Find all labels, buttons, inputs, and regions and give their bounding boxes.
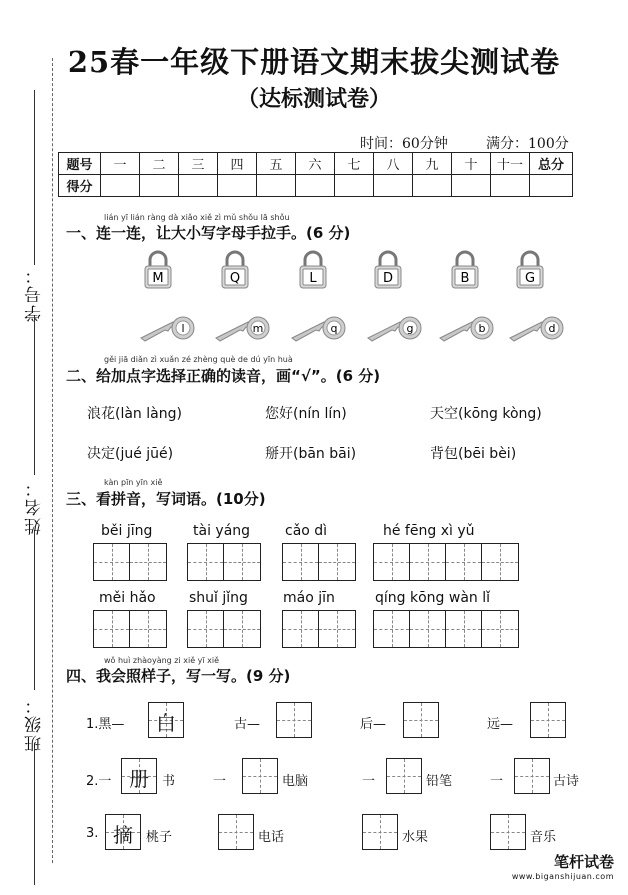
table-header-cell: 五 bbox=[257, 153, 296, 175]
key-icon[interactable] bbox=[364, 316, 426, 342]
lock-letter: M bbox=[152, 271, 164, 286]
table-header-cell: 一 bbox=[101, 153, 140, 175]
word-pinyin: hé fēng xì yǔ bbox=[383, 523, 475, 539]
key-letter: d bbox=[548, 322, 556, 335]
table-header-cell: 八 bbox=[374, 153, 413, 175]
writing-cell[interactable] bbox=[446, 544, 482, 580]
writing-cell[interactable] bbox=[374, 544, 410, 580]
example-lead: 1.黑— bbox=[86, 717, 125, 732]
score-cell[interactable] bbox=[452, 175, 491, 197]
table-header-cell: 九 bbox=[413, 153, 452, 175]
word-pinyin: máo jīn bbox=[283, 590, 335, 606]
verb-object-noun: 水果 bbox=[402, 830, 429, 845]
reading-choice-item[interactable]: 掰开(bān bāi) bbox=[265, 446, 357, 462]
table-header-cell: 二 bbox=[140, 153, 179, 175]
section4-pinyin: wǒ huì zhàoyàng zi xiě yī xiě bbox=[104, 656, 220, 665]
key-letter: q bbox=[330, 322, 338, 335]
table-header-cell: 三 bbox=[179, 153, 218, 175]
reading-choice-item[interactable]: 天空(kōng kòng) bbox=[430, 406, 542, 422]
table-header-cell: 总分 bbox=[530, 153, 573, 175]
class-label: 班级： bbox=[25, 695, 45, 752]
score-cell[interactable] bbox=[257, 175, 296, 197]
page-title: 25春一年级下册语文期末拔尖测试卷 bbox=[67, 45, 561, 79]
lock-letter: G bbox=[524, 271, 536, 286]
antonym-prompt: 远— bbox=[487, 717, 514, 732]
score-cell[interactable] bbox=[374, 175, 413, 197]
example-character: 白 bbox=[156, 711, 176, 735]
student-name-label: 姓名： bbox=[25, 478, 45, 535]
writing-cell[interactable] bbox=[319, 611, 355, 647]
score-table bbox=[58, 152, 573, 197]
word-pinyin: qíng kōng wàn lǐ bbox=[375, 590, 491, 606]
table-row-label: 得分 bbox=[59, 175, 101, 197]
writing-cell[interactable] bbox=[130, 611, 166, 647]
exam-time: 时间：60分钟 bbox=[360, 136, 448, 152]
score-cell[interactable] bbox=[218, 175, 257, 197]
lock-icon[interactable] bbox=[373, 250, 403, 290]
writing-grid[interactable] bbox=[187, 610, 261, 648]
lock-letter: L bbox=[309, 271, 317, 286]
answer-box[interactable] bbox=[490, 814, 526, 850]
lock-letter: B bbox=[460, 271, 470, 286]
example-lead: 2.一 bbox=[86, 774, 112, 789]
word-pinyin: cǎo dì bbox=[285, 523, 328, 539]
writing-cell[interactable] bbox=[482, 544, 518, 580]
binding-dashed-line bbox=[52, 58, 53, 863]
measure-word-prefix: 一 bbox=[362, 774, 376, 789]
verb-object-noun: 电话 bbox=[258, 830, 285, 845]
score-table-header-row bbox=[59, 153, 573, 175]
watermark-url: www.biganshijuan.com bbox=[511, 872, 614, 881]
section1-pinyin: lián yī lián ràng dà xiǎo xiě zì mǔ shǒu lā shǒu bbox=[104, 213, 290, 222]
exam-full-score: 满分：100分 bbox=[486, 136, 569, 152]
section3-title: 三、看拼音，写词语。(10分) bbox=[66, 490, 266, 508]
key-letter: m bbox=[252, 322, 264, 335]
writing-grid[interactable] bbox=[93, 610, 167, 648]
word-pinyin: shuǐ jǐng bbox=[189, 590, 248, 606]
writing-cell[interactable] bbox=[188, 544, 224, 580]
answer-box[interactable] bbox=[386, 758, 422, 794]
lock-icon[interactable] bbox=[515, 250, 545, 290]
lock-letter: Q bbox=[229, 271, 241, 286]
writing-cell[interactable] bbox=[94, 611, 130, 647]
key-icon[interactable] bbox=[212, 316, 274, 342]
table-header-cell: 七 bbox=[335, 153, 374, 175]
table-header-cell: 十 bbox=[452, 153, 491, 175]
table-header-cell: 四 bbox=[218, 153, 257, 175]
key-icon[interactable] bbox=[137, 316, 199, 342]
answer-box[interactable] bbox=[276, 702, 312, 738]
binding-line bbox=[34, 90, 35, 265]
score-table-score-row bbox=[59, 175, 573, 197]
section4-title: 四、我会照样子，写一写。(9 分) bbox=[66, 667, 291, 685]
measure-word-noun: 电脑 bbox=[282, 774, 309, 789]
example-box bbox=[148, 702, 184, 738]
answer-box[interactable] bbox=[242, 758, 278, 794]
watermark-brand: 笔杆试卷 bbox=[553, 853, 614, 871]
measure-word-prefix: 一 bbox=[213, 774, 227, 789]
section2-title: 二、给加点字选择正确的读音，画“√”。(6 分) bbox=[66, 367, 381, 385]
key-icon[interactable] bbox=[288, 316, 350, 342]
verb-object-noun: 音乐 bbox=[530, 830, 557, 845]
writing-cell[interactable] bbox=[94, 544, 130, 580]
reading-choice-item[interactable]: 背包(bēi bèi) bbox=[430, 446, 517, 462]
word-pinyin: měi hǎo bbox=[99, 590, 156, 606]
score-cell[interactable] bbox=[413, 175, 452, 197]
writing-cell[interactable] bbox=[224, 544, 260, 580]
measure-word-noun: 古诗 bbox=[553, 774, 580, 789]
writing-cell[interactable] bbox=[130, 544, 166, 580]
writing-cell[interactable] bbox=[482, 611, 518, 647]
writing-grid[interactable] bbox=[93, 543, 167, 581]
lock-icon[interactable] bbox=[220, 250, 250, 290]
student-number-label: 学号： bbox=[25, 265, 45, 322]
watermark bbox=[512, 851, 614, 881]
key-letter: l bbox=[181, 322, 185, 335]
writing-cell[interactable] bbox=[410, 544, 446, 580]
writing-cell[interactable] bbox=[283, 544, 319, 580]
table-header-cell: 题号 bbox=[59, 153, 101, 175]
writing-cell[interactable] bbox=[374, 611, 410, 647]
answer-box[interactable] bbox=[403, 702, 439, 738]
writing-cell[interactable] bbox=[188, 611, 224, 647]
binding-line bbox=[34, 315, 35, 475]
word-pinyin: běi jīng bbox=[101, 523, 153, 539]
binding-line bbox=[34, 745, 35, 885]
page-subtitle: （达标测试卷） bbox=[236, 86, 391, 112]
writing-cell[interactable] bbox=[410, 611, 446, 647]
example-tail: 桃子 bbox=[146, 830, 173, 845]
antonym-prompt: 古— bbox=[234, 717, 261, 732]
writing-cell[interactable] bbox=[224, 611, 260, 647]
writing-cell[interactable] bbox=[446, 611, 482, 647]
writing-cell[interactable] bbox=[319, 544, 355, 580]
example-box bbox=[121, 758, 157, 794]
writing-grid[interactable] bbox=[282, 610, 356, 648]
score-cell[interactable] bbox=[101, 175, 140, 197]
section3-pinyin: kàn pīn yīn xiě bbox=[104, 478, 163, 487]
score-cell[interactable] bbox=[530, 175, 573, 197]
table-header-cell: 十一 bbox=[491, 153, 530, 175]
key-letter: g bbox=[406, 322, 414, 335]
section1-title: 一、连一连，让大小写字母手拉手。(6 分) bbox=[66, 224, 351, 242]
antonym-prompt: 后— bbox=[360, 717, 387, 732]
lock-icon[interactable] bbox=[143, 250, 173, 290]
score-cell[interactable] bbox=[335, 175, 374, 197]
section2-pinyin: gěi jiā diǎn zì xuǎn zé zhèng què de dú yīn huà bbox=[104, 355, 293, 364]
writing-grid[interactable] bbox=[373, 543, 519, 581]
answer-box[interactable] bbox=[218, 814, 254, 850]
word-pinyin: tài yáng bbox=[193, 523, 251, 539]
binding-line bbox=[34, 530, 35, 690]
key-icon[interactable] bbox=[436, 316, 498, 342]
score-cell[interactable] bbox=[140, 175, 179, 197]
reading-choice-item[interactable]: 决定(jué jūé) bbox=[87, 446, 174, 462]
measure-word-noun: 铅笔 bbox=[426, 774, 453, 789]
score-cell[interactable] bbox=[179, 175, 218, 197]
lock-icon[interactable] bbox=[298, 250, 328, 290]
lock-icon[interactable] bbox=[450, 250, 480, 290]
example-character: 册 bbox=[129, 767, 149, 791]
answer-box[interactable] bbox=[362, 814, 398, 850]
example-lead: 3. bbox=[86, 826, 99, 841]
key-letter: b bbox=[478, 322, 486, 335]
score-cell[interactable] bbox=[296, 175, 335, 197]
reading-choice-item[interactable]: 您好(nín lín) bbox=[265, 406, 347, 422]
reading-choice-item[interactable]: 浪花(làn làng) bbox=[87, 406, 182, 422]
score-cell[interactable] bbox=[491, 175, 530, 197]
key-icon[interactable] bbox=[506, 316, 568, 342]
writing-grid[interactable] bbox=[187, 543, 261, 581]
answer-box[interactable] bbox=[514, 758, 550, 794]
example-character: 摘 bbox=[113, 823, 133, 847]
example-box bbox=[105, 814, 141, 850]
lock-letter: D bbox=[382, 271, 394, 286]
writing-cell[interactable] bbox=[283, 611, 319, 647]
measure-word-prefix: 一 bbox=[490, 774, 504, 789]
answer-box[interactable] bbox=[530, 702, 566, 738]
writing-grid[interactable] bbox=[373, 610, 519, 648]
table-header-cell: 六 bbox=[296, 153, 335, 175]
writing-grid[interactable] bbox=[282, 543, 356, 581]
example-tail: 书 bbox=[162, 774, 176, 789]
